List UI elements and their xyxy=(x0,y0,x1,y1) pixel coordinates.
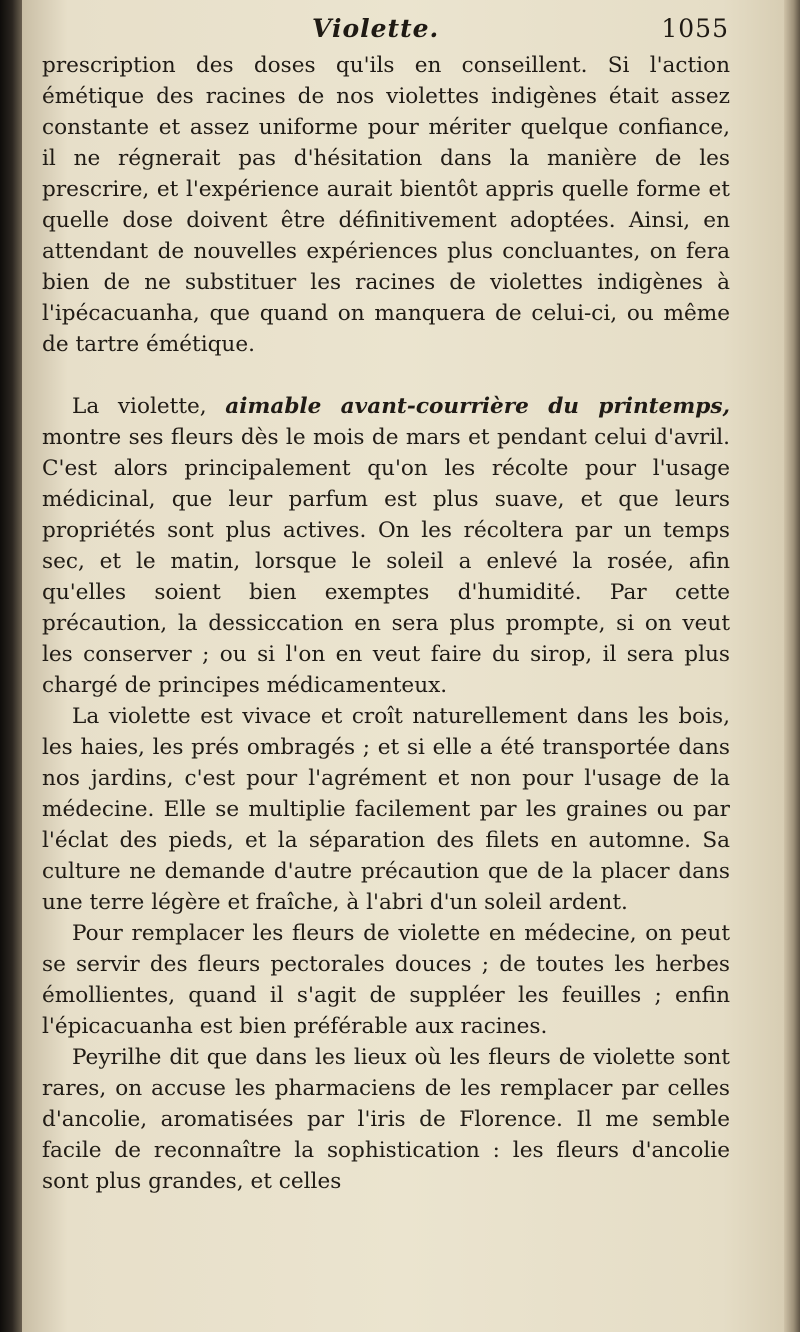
page-right-edge xyxy=(784,0,800,1332)
book-gutter xyxy=(0,0,22,1332)
text-segment: Peyrilhe dit que dans les lieux où les fleurs de violette sont rares, on accuse les pharmaciens de les remplacer par celles d'ancolie, aromatisées par l'iris de Florence. Il me semble facile de reconnaître la sophistication : les fleurs d'ancolie sont plus grandes, et celles xyxy=(42,1045,730,1194)
text-segment: Pour remplacer les fleurs de violette en médecine, on peut se servir des fleurs pectorales douces ; de toutes les herbes émollientes, quand il s'agit de suppléer les feuilles ; enfin l'épicacuanha est bien préférable aux racines. xyxy=(42,921,730,1039)
text-segment: prescription des doses qu'ils en conseillent. Si l'action émétique des racines de nos violettes indigènes était assez constante et assez uniforme pour mériter quelque confiance, il ne régnerait pas d'hésitation dans la manière de les prescrire, et l'expérience aurait bientôt appris quelle forme et quelle dose doivent être définitivement adoptées. Ainsi, en attendant de nouvelles expériences plus concluantes, on fera bien de ne substituer les racines de violettes indigènes à l'ipécacuanha, que quand on manquera de celui-ci, ou même de tartre émétique. xyxy=(42,53,730,357)
text-segment: montre ses fleurs dès le mois de mars et pendant celui d'avril. C'est alors principalement qu'on les récolte pour l'usage médicinal, que leur parfum est plus suave, et que leurs propriétés sont plus actives. On les récoltera par un temps sec, et le matin, lorsque le soleil a enlevé la rosée, afin qu'elles soient bien exemptes d'humidité. Par cette précaution, la dessiccation en sera plus prompte, si on veut les conserver ; ou si l'on en veut faire du sirop, il sera plus chargé de principes médicamenteux. xyxy=(42,425,730,698)
book-page xyxy=(22,0,784,1332)
page-body xyxy=(42,50,730,1197)
paragraph-peyrilhe xyxy=(42,1042,730,1197)
paragraph-continuation xyxy=(42,50,730,360)
paragraph-remplacement xyxy=(42,918,730,1042)
page-header xyxy=(22,14,784,50)
paragraph-violette-printemps xyxy=(42,391,730,701)
paragraph-culture xyxy=(42,701,730,918)
emphasized-phrase: aimable avant-courrière du printemps, xyxy=(225,394,731,419)
text-segment: La violette, xyxy=(72,394,226,419)
page-number: 1055 xyxy=(661,14,729,43)
text-segment: La violette est vivace et croît naturellement dans les bois, les haies, les prés ombragés ; et si elle a été transportée dans nos jardins, c'est pour l'agrément et non pour l'usage de la médecine. Elle se multiplie facilement par les graines ou par l'éclat des pieds, et la séparation des filets en automne. Sa culture ne demande d'autre précaution que de la placer dans une terre légère et fraîche, à l'abri d'un soleil ardent. xyxy=(42,704,730,915)
running-title: Violette. xyxy=(312,14,440,43)
